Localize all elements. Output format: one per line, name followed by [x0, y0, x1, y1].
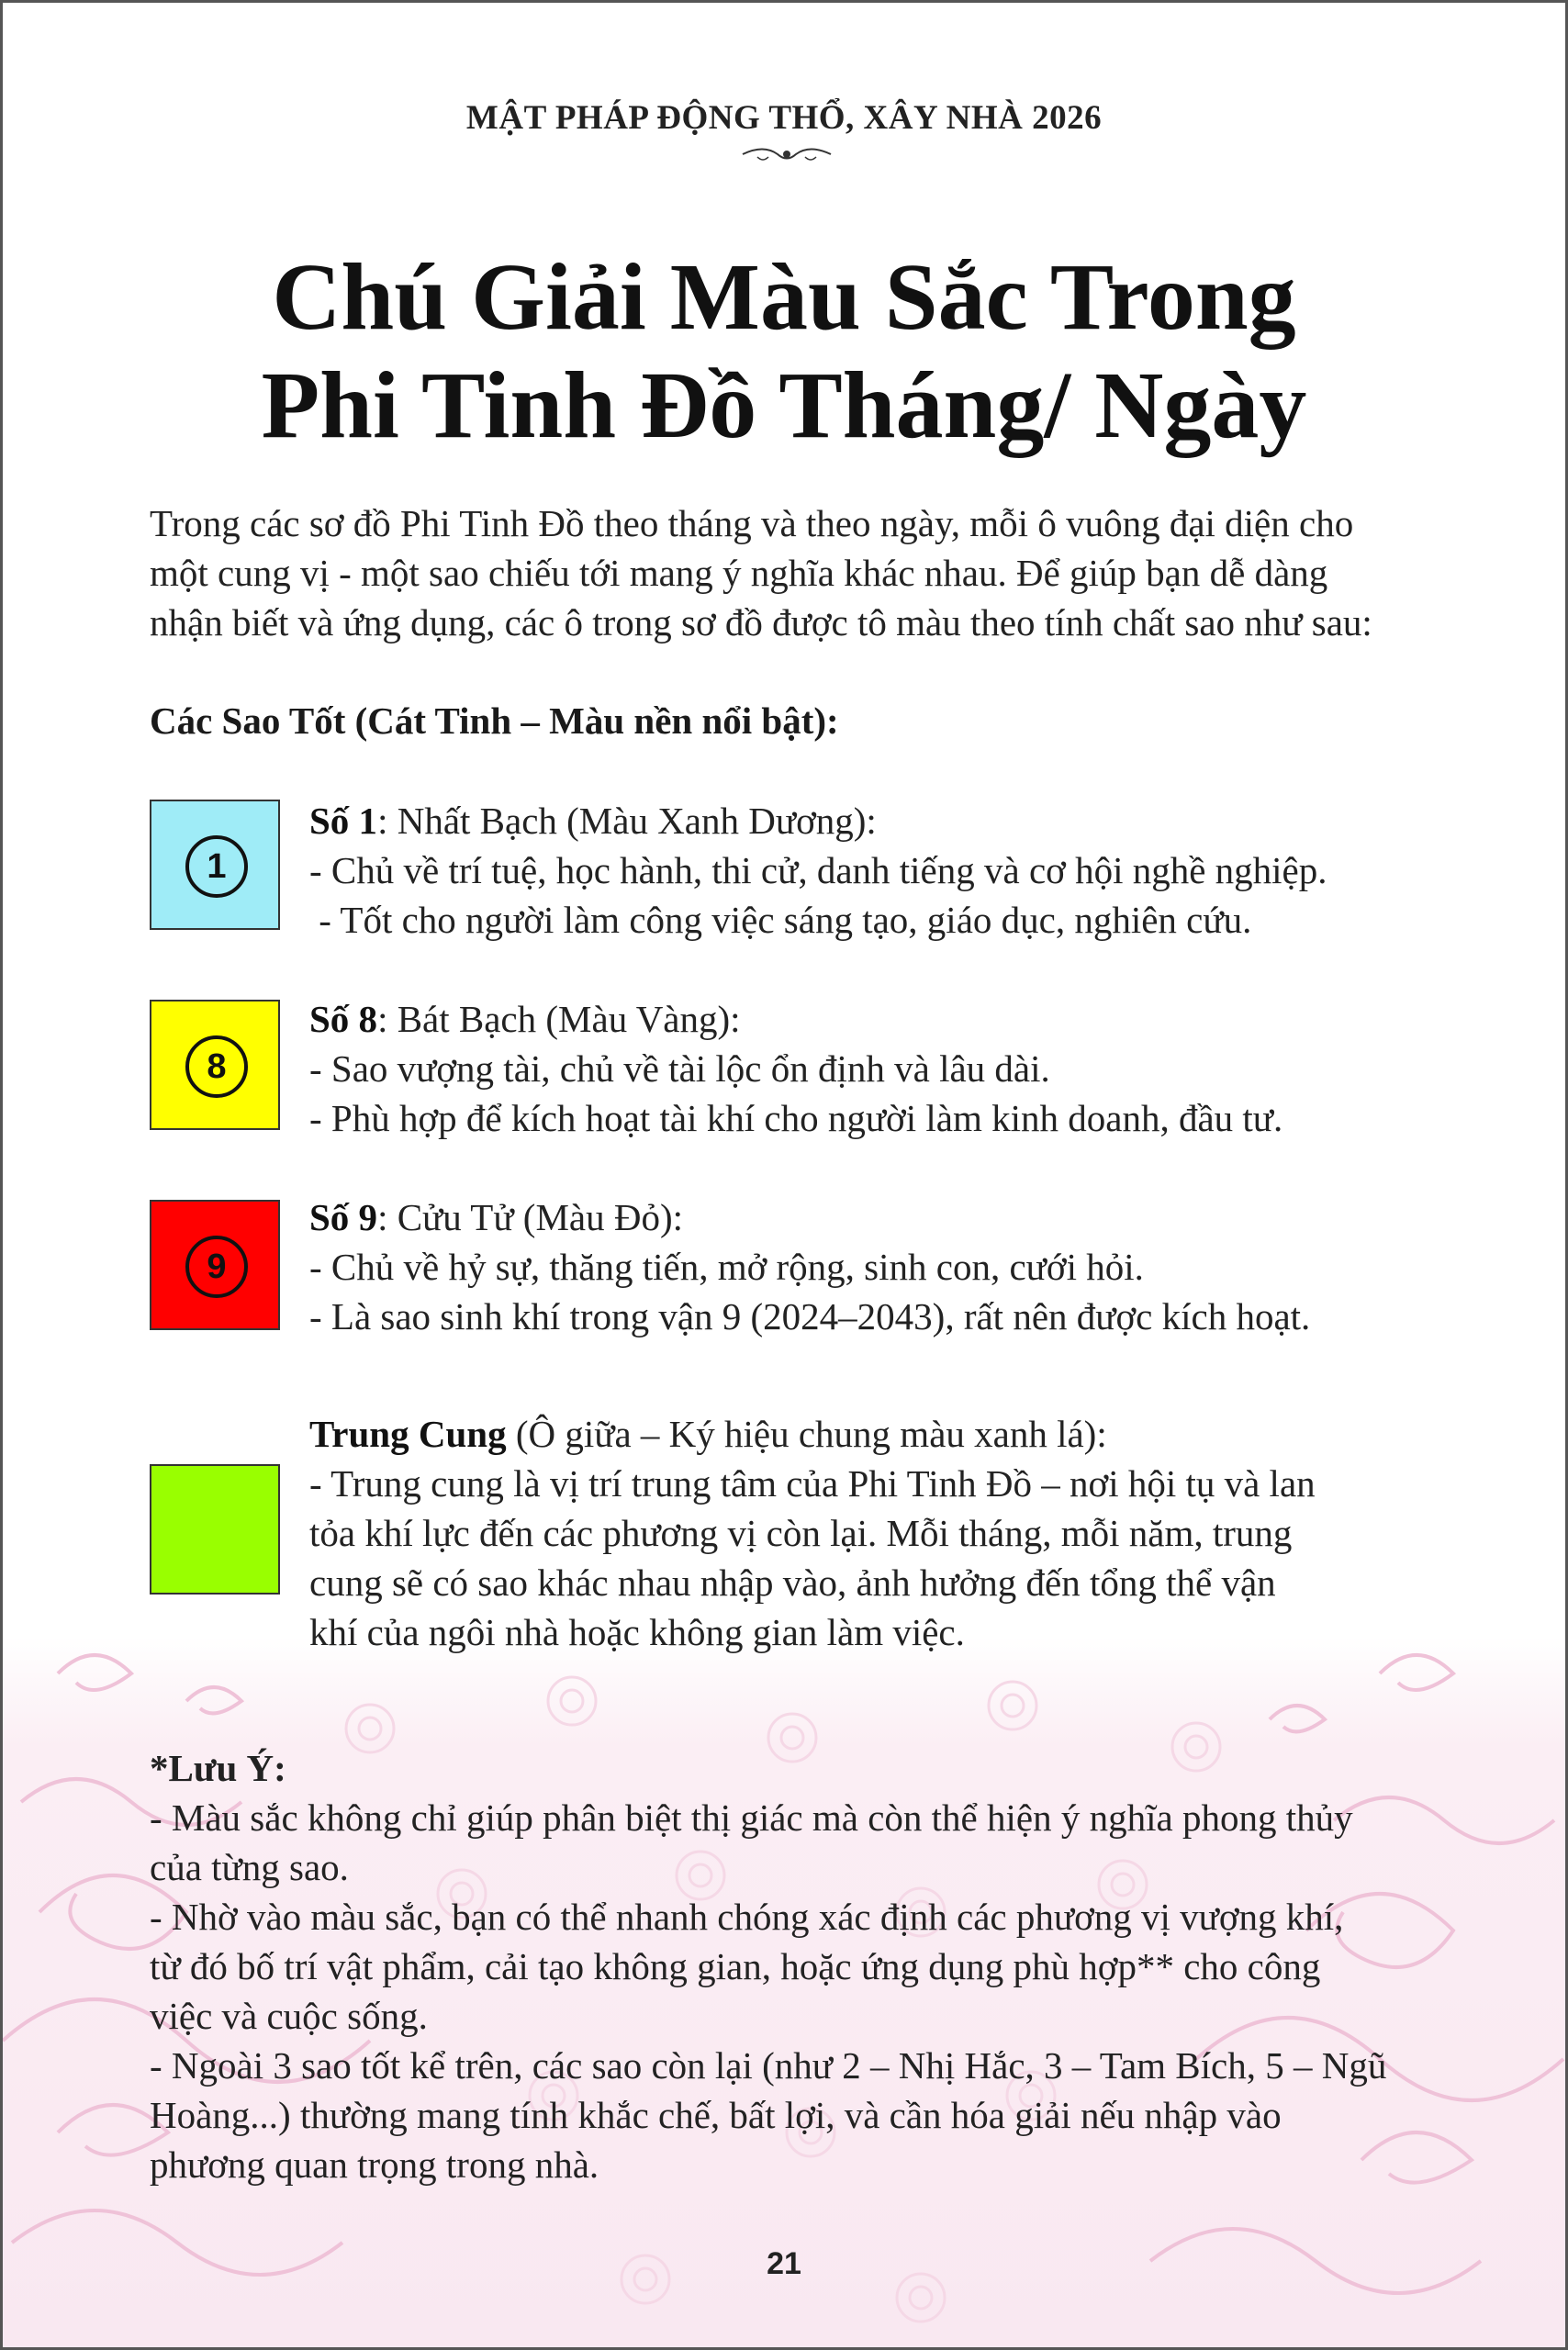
notes-line: từ đó bố trí vật phẩm, cải tạo không gian, hoặc ứng dụng phù hợp** cho công: [150, 1945, 1321, 1987]
title-line-2: Phi Tinh Đồ Tháng/ Ngày: [261, 352, 1307, 458]
star-9-number-badge: 9: [185, 1236, 248, 1298]
star-1-label: : Nhất Bạch (Màu Xanh Dương):: [377, 800, 877, 842]
star-8-label: : Bát Bạch (Màu Vàng):: [377, 998, 741, 1040]
page-title: [3, 243, 1565, 460]
trung-cung-detail-line: khí của ngôi nhà hoặc không gian làm việc.: [309, 1611, 965, 1653]
star-8-name: Số 8: [309, 998, 378, 1040]
star-1-description: [309, 796, 1466, 945]
star-9-description: [309, 1192, 1466, 1341]
trung-cung-label: (Ô giữa – Ký hiệu chung màu xanh lá):: [506, 1413, 1107, 1455]
trung-cung-name: Trung Cung: [309, 1413, 507, 1455]
star-9-detail-line: - Chủ về hỷ sự, thăng tiến, mở rộng, sinh con, cưới hỏi.: [309, 1246, 1144, 1288]
star-9-label: : Cửu Tử (Màu Đỏ):: [377, 1196, 684, 1238]
notes-section: [150, 1743, 1435, 2189]
star-9-detail-line: - Là sao sinh khí trong vận 9 (2024–2043), rất nên được kích hoạt.: [309, 1295, 1311, 1337]
flourish-ornament-icon: [741, 142, 833, 166]
notes-line: - Màu sắc không chỉ giúp phân biệt thị giác mà còn thể hiện ý nghĩa phong thủy: [150, 1796, 1353, 1839]
trung-cung-detail-line: cung sẽ có sao khác nhau nhập vào, ảnh hưởng đến tổng thể vận: [309, 1561, 1276, 1604]
star-1-name: Số 1: [309, 800, 378, 842]
star-9-color-box: [150, 1200, 280, 1330]
star-8-detail-line: - Sao vượng tài, chủ về tài lộc ổn định và lâu dài.: [309, 1047, 1050, 1090]
notes-line: Hoàng...) thường mang tính khắc chế, bất lợi, và cần hóa giải nếu nhập vào: [150, 2094, 1282, 2136]
star-8-number-badge: 8: [185, 1035, 248, 1098]
star-1-number-badge: 1: [185, 835, 248, 898]
notes-line: của từng sao.: [150, 1846, 349, 1888]
trung-cung-description: [309, 1409, 1466, 1657]
intro-line: nhận biết và ứng dụng, các ô trong sơ đồ được tô màu theo tính chất sao như sau:: [150, 601, 1372, 643]
star-9-name: Số 9: [309, 1196, 378, 1238]
notes-heading: *Lưu Ý:: [150, 1747, 286, 1789]
notes-line: việc và cuộc sống.: [150, 1995, 428, 2037]
star-8-description: [309, 994, 1466, 1143]
star-8-detail-line: - Phù hợp để kích hoạt tài khí cho người làm kinh doanh, đầu tư.: [309, 1097, 1283, 1139]
star-8-color-box: [150, 1000, 280, 1130]
notes-line: - Nhờ vào màu sắc, bạn có thể nhanh chóng xác định các phương vị vượng khí,: [150, 1896, 1344, 1938]
star-1-color-box: [150, 800, 280, 930]
star-1-detail-line: - Tốt cho người làm công việc sáng tạo, giáo dục, nghiên cứu.: [309, 899, 1252, 941]
notes-line: - Ngoài 3 sao tốt kể trên, các sao còn lại (như 2 – Nhị Hắc, 3 – Tam Bích, 5 – Ngũ: [150, 2044, 1387, 2087]
notes-line: phương quan trọng trong nhà.: [150, 2143, 599, 2186]
page-number: 21: [767, 2246, 801, 2281]
intro-line: Trong các sơ đồ Phi Tinh Đồ theo tháng và theo ngày, mỗi ô vuông đại diện cho: [150, 502, 1354, 544]
intro-paragraph: [150, 498, 1435, 647]
intro-line: một cung vị - một sao chiếu tới mang ý nghĩa khác nhau. Để giúp bạn dễ dàng: [150, 552, 1328, 594]
running-header: MẬT PHÁP ĐỘNG THỔ, XÂY NHÀ 2026: [465, 99, 1103, 137]
trung-cung-detail-line: - Trung cung là vị trí trung tâm của Phi Tinh Đồ – nơi hội tụ và lan: [309, 1462, 1316, 1505]
section-heading: Các Sao Tốt (Cát Tinh – Màu nền nổi bật):: [150, 699, 839, 742]
star-1-detail-line: - Chủ về trí tuệ, học hành, thi cử, danh tiếng và cơ hội nghề nghiệp.: [309, 849, 1327, 891]
title-line-1: Chú Giải Màu Sắc Trong: [272, 244, 1296, 350]
trung-cung-detail-line: tỏa khí lực đến các phương vị còn lại. Mỗi tháng, mỗi năm, trung: [309, 1512, 1293, 1554]
trung-cung-color-box: [150, 1464, 280, 1595]
